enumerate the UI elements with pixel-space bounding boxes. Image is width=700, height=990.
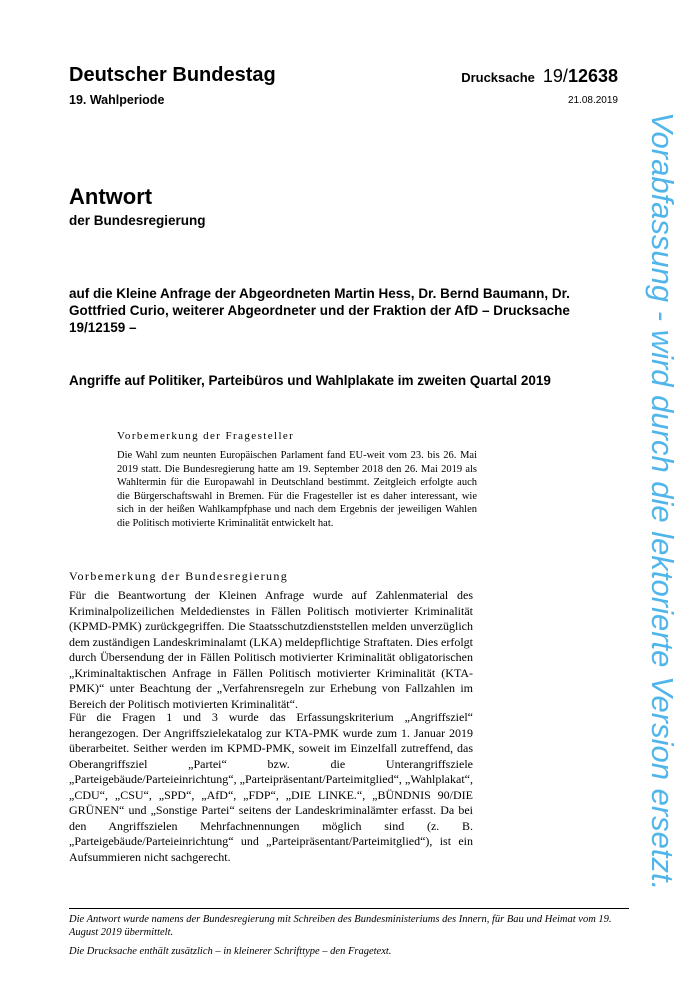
- electoral-period: 19. Wahlperiode: [69, 93, 165, 107]
- parliament-title: Deutscher Bundestag: [69, 64, 276, 86]
- footer-note-fragetext: Die Drucksache enthält zusätzlich – in kleinerer Schrifttype – den Fragetext.: [69, 946, 392, 957]
- footer-note-transmission: Die Antwort wurde namens der Bundesregierung mit Schreiben des Bundesministeriums des Innern, für Bau und Heimat vom 19. August 2019 übermittelt.: [69, 914, 612, 938]
- body-paragraph: Für die Beantwortung der Kleinen Anfrage wurde auf Zahlenmaterial des Kriminalpolizeilichen Meldedienstes in Fällen Politisch motivierter Kriminalität (KPMD-PMK) zurückgegriffen. Die Staatsschutzdienststellen melden unverzüglich dem zuständigen Landeskriminalamt (LKA) meldepflichtige Straftaten. Dies erfolgt durch Übersendung der in Fällen Politisch motivierter Kriminalität obligatorischen „Kriminaltaktischen Anfrage in Fällen Politisch motivierter Kriminalität (KTA-PMK)“ unter Beachtung der „Verfahrensregeln zur Erhebung von Fallzahlen im Bereich der Politisch motivierten Kriminalität“.: [69, 588, 473, 711]
- drucksache-prefix: 19/: [542, 66, 568, 86]
- body-paragraph: Für die Fragen 1 und 3 wurde das Erfassungskriterium „Angriffsziel“ herangezogen. Der Angriffszielekatalog zur KTA-PMK wurde zum 1. Januar 2019 überarbeitet. Seither werden im KPMD-PMK, soweit im Einzelfall zutreffend, das Oberangriffsziel „Partei“ bzw. die Unterangriffsziele „Parteigebäude/Parteieinrichtung“, „Parteipräsentant/Parteimitglied“, „Wahlplakat“, „CDU“, „CSU“, „SPD“, „AfD“, „FDP“, „DIE LINKE.“, „BÜNDNIS 90/DIE GRÜNEN“ und „Sonstige Partei“ seitens der Landeskriminalämter erfasst. Da bei den Angriffszielen Mehrfachnennungen möglich sind (z. B. „Parteigebäude/Parteieinrichtung“ und „Parteipräsentant/Parteimitglied“), ist ein Aufsummieren nicht sachgerecht.: [69, 710, 473, 864]
- vorbemerkung-fragesteller-text: Die Wahl zum neunten Europäischen Parlament fand EU-weit vom 23. bis 26. Mai 2019 statt. Die Bundesregierung hatte am 19. September 2018 den 26. Mai 2019 als Wahltermin für die Europawahl in Deutschland bestimmt. Zeitgleich erfolgte auch die Bürgerschaftswahl in Bremen. Für die Fragesteller ist es daher interessant, wie sich in der heißen Wahlkampfphase und nach dem Ergebnis der jeweiligen Wahlen die Politisch motivierte Kriminalität entwickelt hat.: [117, 450, 477, 529]
- document-subject: Angriffe auf Politiker, Parteibüros und Wahlplakate im zweiten Quartal 2019: [69, 373, 551, 388]
- vorbemerkung-fragesteller-heading: Vorbemerkung der Fragesteller: [117, 430, 295, 442]
- footer-divider: [69, 908, 629, 909]
- document-author: der Bundesregierung: [69, 213, 206, 228]
- drucksache-number: [461, 66, 618, 87]
- drucksache-label: Drucksache: [461, 70, 535, 85]
- draft-watermark: Vorabfassung - wird durch die lektorierte Version ersetzt.: [645, 112, 680, 891]
- document-date: 21.08.2019: [567, 95, 618, 106]
- vorbemerkung-bundesregierung-heading: Vorbemerkung der Bundesregierung: [69, 569, 289, 583]
- anfrage-reference: auf die Kleine Anfrage der Abgeordneten Martin Hess, Dr. Bernd Baumann, Dr. Gottfried Curio, weiterer Abgeordneter und der Fraktion der AfD – Drucksache 19/12159 –: [69, 286, 570, 335]
- document-type: Antwort: [69, 184, 153, 209]
- drucksache-id: 12638: [567, 66, 618, 86]
